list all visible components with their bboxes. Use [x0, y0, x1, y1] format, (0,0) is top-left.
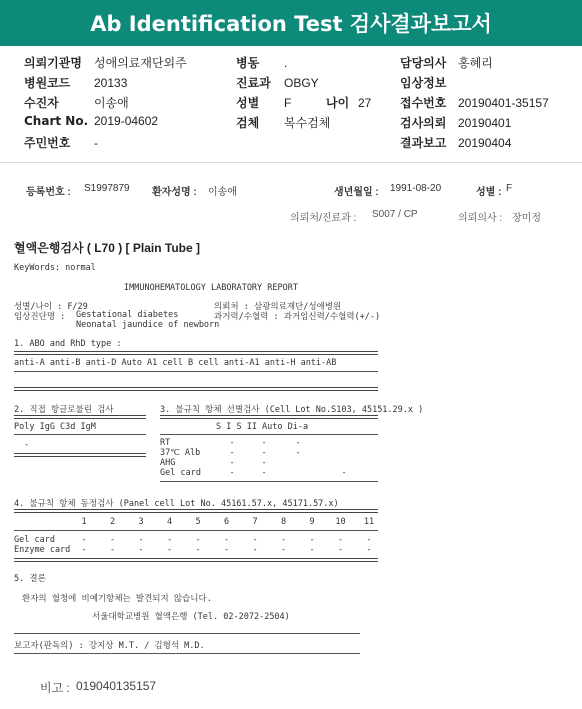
section-1-title: 1. ABO and RhD type :: [14, 339, 122, 349]
double-rule: [160, 415, 378, 419]
panel-cell: -: [366, 535, 372, 545]
panel-row-label: Enzyme card: [14, 545, 71, 555]
panel-cell: -: [81, 545, 87, 555]
rule: [160, 434, 378, 435]
screen-cell: -: [229, 448, 235, 458]
rule: [14, 633, 360, 634]
panel-cell: -: [252, 535, 258, 545]
screen-cell: -: [295, 448, 301, 458]
info-resident-no: [24, 134, 98, 151]
panel-cell: -: [138, 545, 144, 555]
info-hospital-code: [24, 74, 127, 91]
test-title: 혈액은행검사 ( L70 ) [ Plain Tube ]: [14, 241, 201, 255]
screen-row-label: Gel card: [160, 468, 201, 478]
patient-name-label: 환자성명 :: [152, 187, 197, 198]
panel-cell: -: [166, 545, 173, 555]
info-value: 2019-04602: [94, 114, 159, 128]
info-value: 홍혜리: [458, 56, 493, 70]
info-value: 27: [358, 96, 372, 110]
info-value: 이송애: [94, 96, 129, 110]
screen-cell: -: [229, 438, 235, 448]
section-2-title: 2. 직접 항글로불린 검사: [14, 405, 114, 415]
screen-row-label: AHG: [160, 458, 176, 468]
screen-cell: -: [261, 438, 267, 448]
info-value: 20190404: [458, 136, 512, 150]
info-label: 의뢰기관명: [24, 56, 82, 70]
doctor-label: 의뢰의사 :: [458, 213, 503, 224]
screen-cell: -: [229, 468, 235, 478]
screen-cell: -: [261, 458, 267, 468]
panel-row-label: Gel card: [14, 535, 55, 545]
remark-label: 비고 :: [40, 681, 70, 695]
section-3-title: 3. 불규칙 항체 선별검사 (Cell Lot No.S103, 45151.29.x ): [160, 405, 424, 415]
diagnosis-1: Gestational diabetes: [76, 310, 179, 320]
dat-result: -: [24, 440, 30, 450]
screen-cell: -: [229, 458, 235, 468]
reg-no-label: 등록번호 :: [26, 187, 71, 198]
panel-cell-number: 7: [252, 517, 258, 527]
dept-value: S007 / CP: [372, 209, 418, 220]
rule: [14, 434, 146, 435]
double-rule: [14, 453, 146, 457]
info-receipt-no: [400, 94, 549, 111]
panel-cell-number: 6: [223, 517, 230, 527]
info-label: 검체: [236, 116, 260, 130]
info-label: 성별: [236, 96, 260, 110]
info-value: 성애의료재단외주: [94, 56, 187, 70]
patient-name-value: 이송애: [208, 187, 237, 198]
report-sex-label: 성별 :: [476, 187, 502, 198]
panel-cell: -: [223, 545, 230, 555]
panel-cell-number: 9: [309, 517, 315, 527]
requester-line: 의뢰처 : 삼광의료재단/성애병원: [214, 302, 342, 312]
panel-cell: -: [138, 535, 144, 545]
info-label: 주민번호: [24, 136, 71, 150]
panel-cell: -: [366, 545, 372, 555]
info-specimen: [236, 114, 330, 131]
info-label: 수진자: [24, 96, 59, 110]
info-value: .: [284, 56, 288, 70]
report-title: Ab Identification Test 검사결과보고서: [90, 12, 492, 36]
diagnosis-2: Neonatal jaundice of newborn: [76, 320, 220, 330]
rule: [160, 481, 378, 482]
screen-columns: S I S II Auto Di-a: [216, 422, 309, 432]
panel-cell: -: [109, 535, 116, 545]
panel-cell: -: [166, 535, 173, 545]
history-line: 과거력/수혈력 : 과거임신력/수혈력(+/-): [214, 312, 381, 322]
dat-columns: Poly IgG C3d IgM: [14, 422, 96, 432]
keywords: KeyWords: normal: [14, 263, 96, 273]
report-sex-value: F: [506, 183, 513, 194]
info-label: 검사의뢰: [400, 116, 447, 130]
info-request-date: [400, 114, 511, 131]
panel-cell-number: 8: [280, 517, 287, 527]
double-rule: [14, 387, 378, 391]
screen-cell: -: [261, 448, 267, 458]
info-label: 접수번호: [400, 96, 447, 110]
panel-cell: -: [309, 535, 315, 545]
info-value: 복수검체: [284, 116, 331, 130]
panel-cell-number: 4: [166, 517, 173, 527]
double-rule: [14, 415, 146, 419]
info-age: [326, 94, 371, 111]
info-clinical-info: [400, 74, 458, 91]
screen-cell: -: [295, 438, 301, 448]
screen-row-label: RT: [160, 438, 171, 448]
info-patient-name: [24, 94, 129, 111]
info-value: OBGY: [284, 76, 319, 90]
panel-cell: -: [81, 535, 87, 545]
panel-cell: -: [337, 535, 344, 545]
embedded-lab-report: [0, 162, 582, 709]
panel-cell-number: 11: [363, 517, 375, 527]
panel-cell: -: [223, 535, 230, 545]
panel-cell-number: 10: [335, 517, 346, 527]
info-value: F: [284, 96, 292, 110]
panel-cell-number: 2: [109, 517, 116, 527]
info-department: [236, 74, 319, 91]
info-label: 임상정보: [400, 76, 447, 90]
dob-value: 1991-08-20: [390, 183, 442, 194]
panel-cell: -: [195, 535, 201, 545]
panel-cell-number: 3: [138, 517, 144, 527]
institution-text: 서울대학교병원 혈액은행 (Tel. 02-2072-2504): [92, 612, 290, 622]
panel-cell-number: 1: [81, 517, 87, 527]
screen-row-label: 37℃ Alb: [160, 448, 201, 458]
panel-cell: -: [309, 545, 315, 555]
info-label: Chart No.: [24, 114, 89, 128]
info-ward: [236, 54, 287, 71]
diagnosis-label: 임상진단명 :: [14, 312, 66, 322]
double-rule: [14, 351, 378, 355]
doctor-value: 장미정: [512, 213, 541, 224]
section-4-title: 4. 불규칙 항체 동정검사 (Panel cell Lot No. 45161.57.x, 45171.57.x): [14, 499, 339, 509]
dept-label: 의뢰처/진료과 :: [290, 213, 357, 224]
rule: [14, 653, 360, 654]
rule: [14, 530, 378, 531]
reg-no-value: S1997879: [84, 183, 130, 194]
info-chart-no: [24, 114, 158, 128]
screen-cell: -: [261, 468, 267, 478]
remark-value: 019040135157: [76, 679, 157, 693]
info-value: 20190401-35157: [458, 96, 549, 110]
reporter-text: 보고자(판독의) : 강지상 M.T. / 김형석 M.D.: [14, 641, 205, 651]
screen-cell: -: [341, 468, 347, 478]
panel-cell: -: [195, 545, 201, 555]
panel-cell-number: 5: [195, 517, 201, 527]
info-label: 병원코드: [24, 76, 71, 90]
double-rule: [14, 558, 378, 562]
dob-label: 생년월일 :: [334, 187, 379, 198]
panel-cell: -: [109, 545, 116, 555]
info-label: 병동: [236, 56, 260, 70]
double-rule: [14, 509, 378, 513]
info-physician: [400, 54, 493, 71]
info-sex: [236, 94, 291, 111]
info-report-date: [400, 134, 511, 151]
abo-columns: anti-A anti-B anti-D Auto A1 cell B cell anti-A1 anti-H anti-AB: [14, 358, 337, 368]
info-hospital-name: [24, 54, 187, 71]
panel-cell: -: [252, 545, 258, 555]
info-value: 20133: [94, 76, 128, 90]
report-title-bar: [0, 0, 582, 46]
info-label: 진료과: [236, 76, 271, 90]
lab-report-title: IMMUNOHEMATOLOGY LABORATORY REPORT: [124, 283, 298, 293]
panel-cell: -: [280, 535, 287, 545]
sex-age-line: 성별/나이 : F/29: [14, 302, 88, 312]
info-value: -: [94, 136, 98, 150]
info-label: 나이: [326, 96, 350, 110]
info-value: 20190401: [458, 116, 512, 130]
conclusion-text: 환자의 혈청에 비예기항체는 발견되지 않습니다.: [22, 594, 212, 604]
info-label: 담당의사: [400, 56, 447, 70]
info-label: 결과보고: [400, 136, 447, 150]
panel-cell: -: [280, 545, 287, 555]
rule: [14, 371, 378, 372]
section-5-title: 5. 결론: [14, 574, 46, 584]
panel-cell: -: [337, 545, 344, 555]
